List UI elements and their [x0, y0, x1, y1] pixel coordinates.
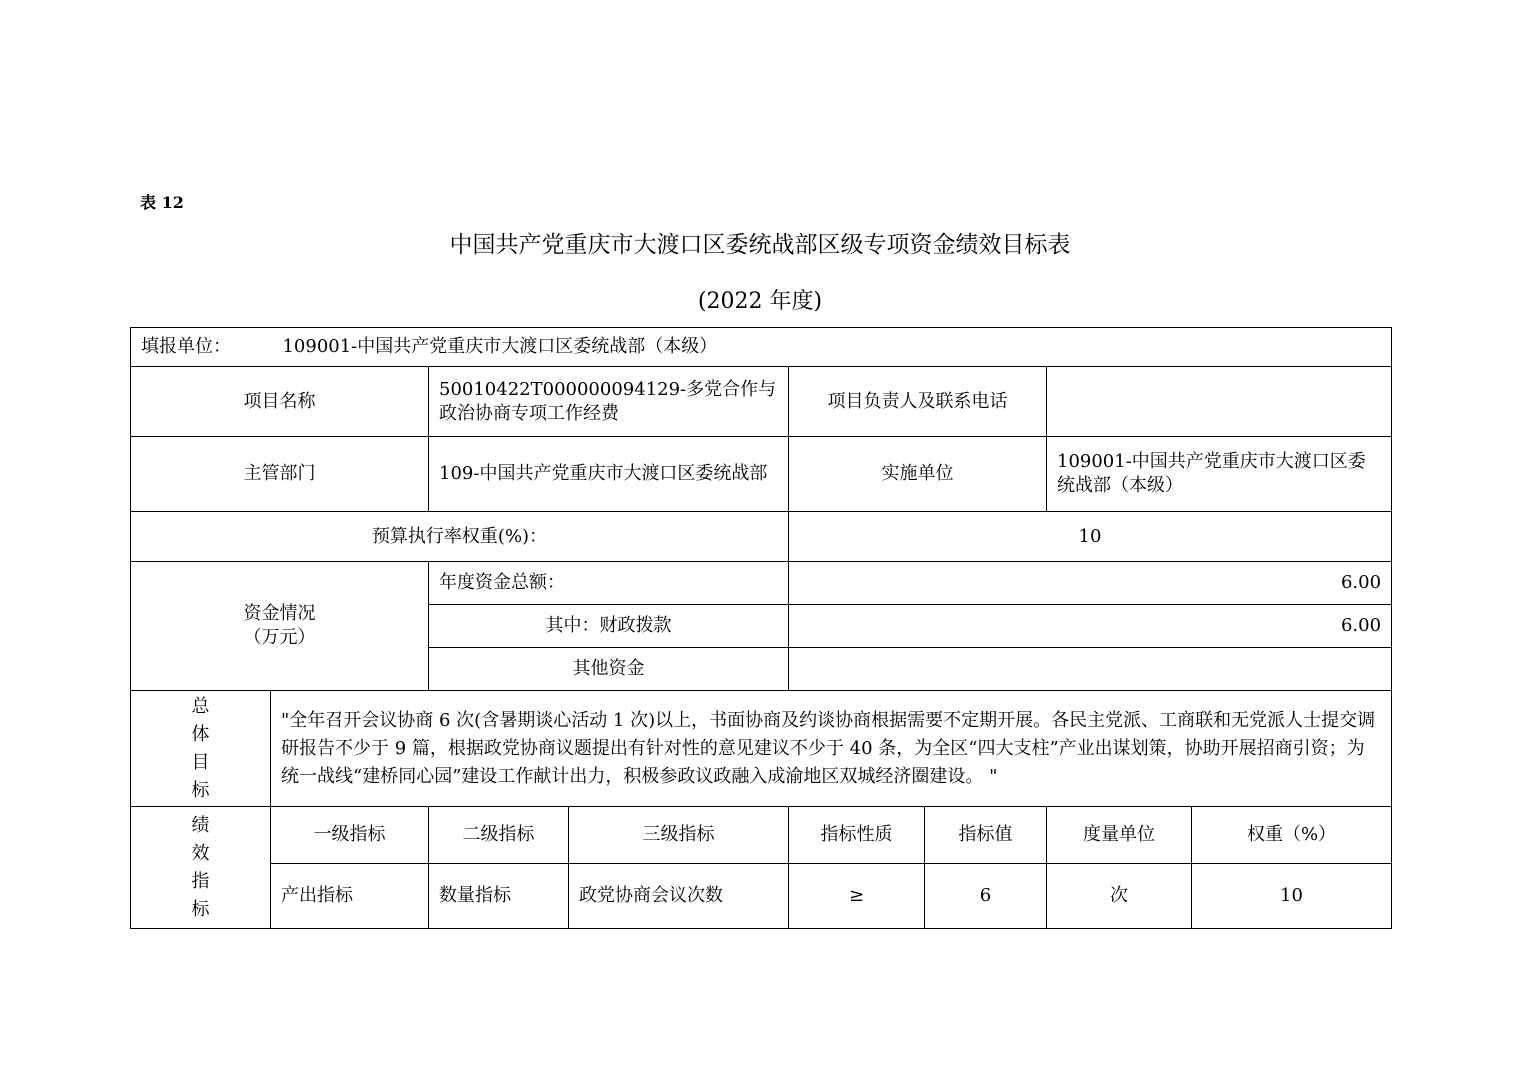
row-level2: 数量指标	[429, 864, 569, 929]
funds-total-label: 年度资金总额：	[429, 562, 789, 605]
row-weight: 10	[1192, 864, 1392, 929]
reporting-unit-label: 填报单位：	[141, 336, 231, 357]
header-level3: 三级指标	[569, 807, 789, 864]
header-weight: 权重（%）	[1192, 807, 1392, 864]
reporting-unit-cell	[131, 328, 1392, 367]
table-row	[131, 864, 1392, 929]
row-unit: 次	[1047, 864, 1192, 929]
row-level3: 政党协商会议次数	[569, 864, 789, 929]
budget-rate-label: 预算执行率权重(%)：	[131, 512, 789, 562]
project-leader-label: 项目负责人及联系电话	[789, 367, 1047, 437]
header-nature: 指标性质	[789, 807, 925, 864]
department-row	[131, 437, 1392, 512]
performance-header-row	[131, 807, 1392, 864]
funds-fiscal-label: 其中：财政拨款	[429, 605, 789, 648]
overall-goal-label: 总 体 目 标	[131, 691, 271, 807]
budget-rate-value: 10	[789, 512, 1392, 562]
funds-total-value: 6.00	[789, 562, 1392, 605]
budget-rate-row	[131, 512, 1392, 562]
performance-indicator-label: 绩 效 指 标	[131, 807, 271, 929]
overall-goal-text: "全年召开会议协商 6 次(含暑期谈心活动 1 次)以上，书面协商及约谈协商根据需要不定期开展。各民主党派、工商联和无党派人士提交调研报告不少于 9 篇，根据政党协商议题提出有针对性的意见建议不少于 40 条，为全区“四大支柱”产业出谋划策，协助开展招商引资；为统一战线“建桥同心园”建设工作献计出力，积极参政议政融入成渝地区双城经济圈建设。 "	[271, 691, 1392, 807]
header-unit: 度量单位	[1047, 807, 1192, 864]
implementing-unit-label: 实施单位	[789, 437, 1047, 512]
project-name-row	[131, 367, 1392, 437]
funds-unit-label: （万元）	[243, 627, 316, 648]
department-value: 109-中国共产党重庆市大渡口区委统战部	[429, 437, 789, 512]
header-level1: 一级指标	[271, 807, 429, 864]
funds-label-cell	[131, 562, 429, 691]
overall-goal-row	[131, 691, 1392, 807]
funds-total-row	[131, 562, 1392, 605]
implementing-unit-value: 109001-中国共产党重庆市大渡口区委统战部（本级）	[1047, 437, 1392, 512]
header-level2: 二级指标	[429, 807, 569, 864]
project-leader-value	[1047, 367, 1392, 437]
row-level1: 产出指标	[271, 864, 429, 929]
project-name-value: 50010422T000000094129-多党合作与政治协商专项工作经费	[429, 367, 789, 437]
project-name-label: 项目名称	[131, 367, 429, 437]
reporting-unit-row	[131, 328, 1392, 367]
row-nature: ≥	[789, 864, 925, 929]
funds-label: 资金情况	[243, 603, 316, 624]
reporting-unit-value: 109001-中国共产党重庆市大渡口区委统战部（本级）	[282, 336, 718, 357]
header-value: 指标值	[925, 807, 1047, 864]
document-title: 中国共产党重庆市大渡口区委统战部区级专项资金绩效目标表	[449, 232, 1071, 258]
funds-other-value	[789, 648, 1392, 691]
funds-fiscal-value: 6.00	[789, 605, 1392, 648]
funds-other-label: 其他资金	[429, 648, 789, 691]
row-value: 6	[925, 864, 1047, 929]
document-subtitle: (2022 年度)	[697, 289, 823, 314]
table-number-label: 表 12	[140, 193, 184, 212]
performance-goal-table	[130, 327, 1392, 929]
department-label: 主管部门	[131, 437, 429, 512]
